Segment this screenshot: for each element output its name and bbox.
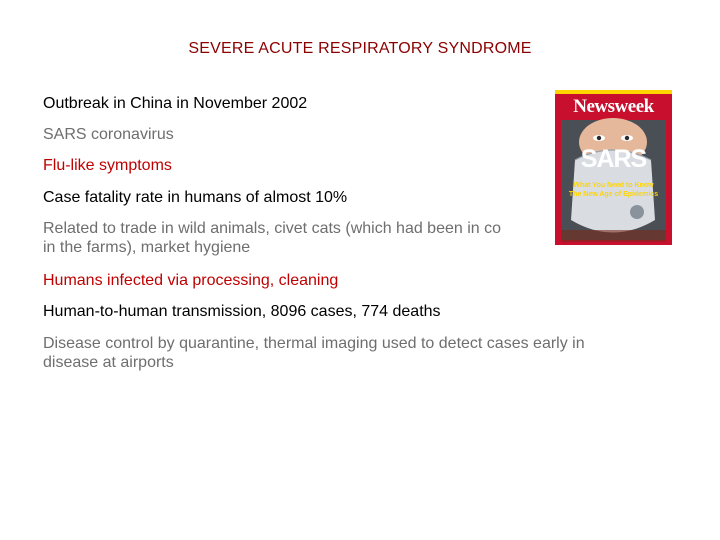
bullet-infection-route: Humans infected via processing, cleaning [43,272,339,289]
magazine-cover-image [555,90,672,245]
cover-subline-1: What You Need to Know [573,182,654,189]
bullet-transmission: Human-to-human transmission, 8096 cases, 774 deaths [43,303,441,320]
bullet-coronavirus: SARS coronavirus [43,126,174,143]
cover-headline: SARS [580,145,647,173]
bullet-disease-control-line1: Disease control by quarantine, thermal imaging used to detect cases early in [43,335,585,352]
cover-subline-2: The New Age of Epidemics [568,191,659,198]
bullet-wild-animal-trade-line2: in the farms), market hygiene [43,239,251,256]
bullet-outbreak: Outbreak in China in November 2002 [43,95,308,112]
bullet-disease-control-line2: disease at airports [43,354,174,371]
bullet-fatality-rate: Case fatality rate in humans of almost 10% [43,189,348,206]
cover-magazine-name: Newsweek [573,96,654,117]
bullet-wild-animal-trade-line1: Related to trade in wild animals, civet cats (which had been in co [43,220,502,237]
bullet-symptoms: Flu-like symptoms [43,157,172,174]
slide-title: SEVERE ACUTE RESPIRATORY SYNDROME [188,40,532,57]
